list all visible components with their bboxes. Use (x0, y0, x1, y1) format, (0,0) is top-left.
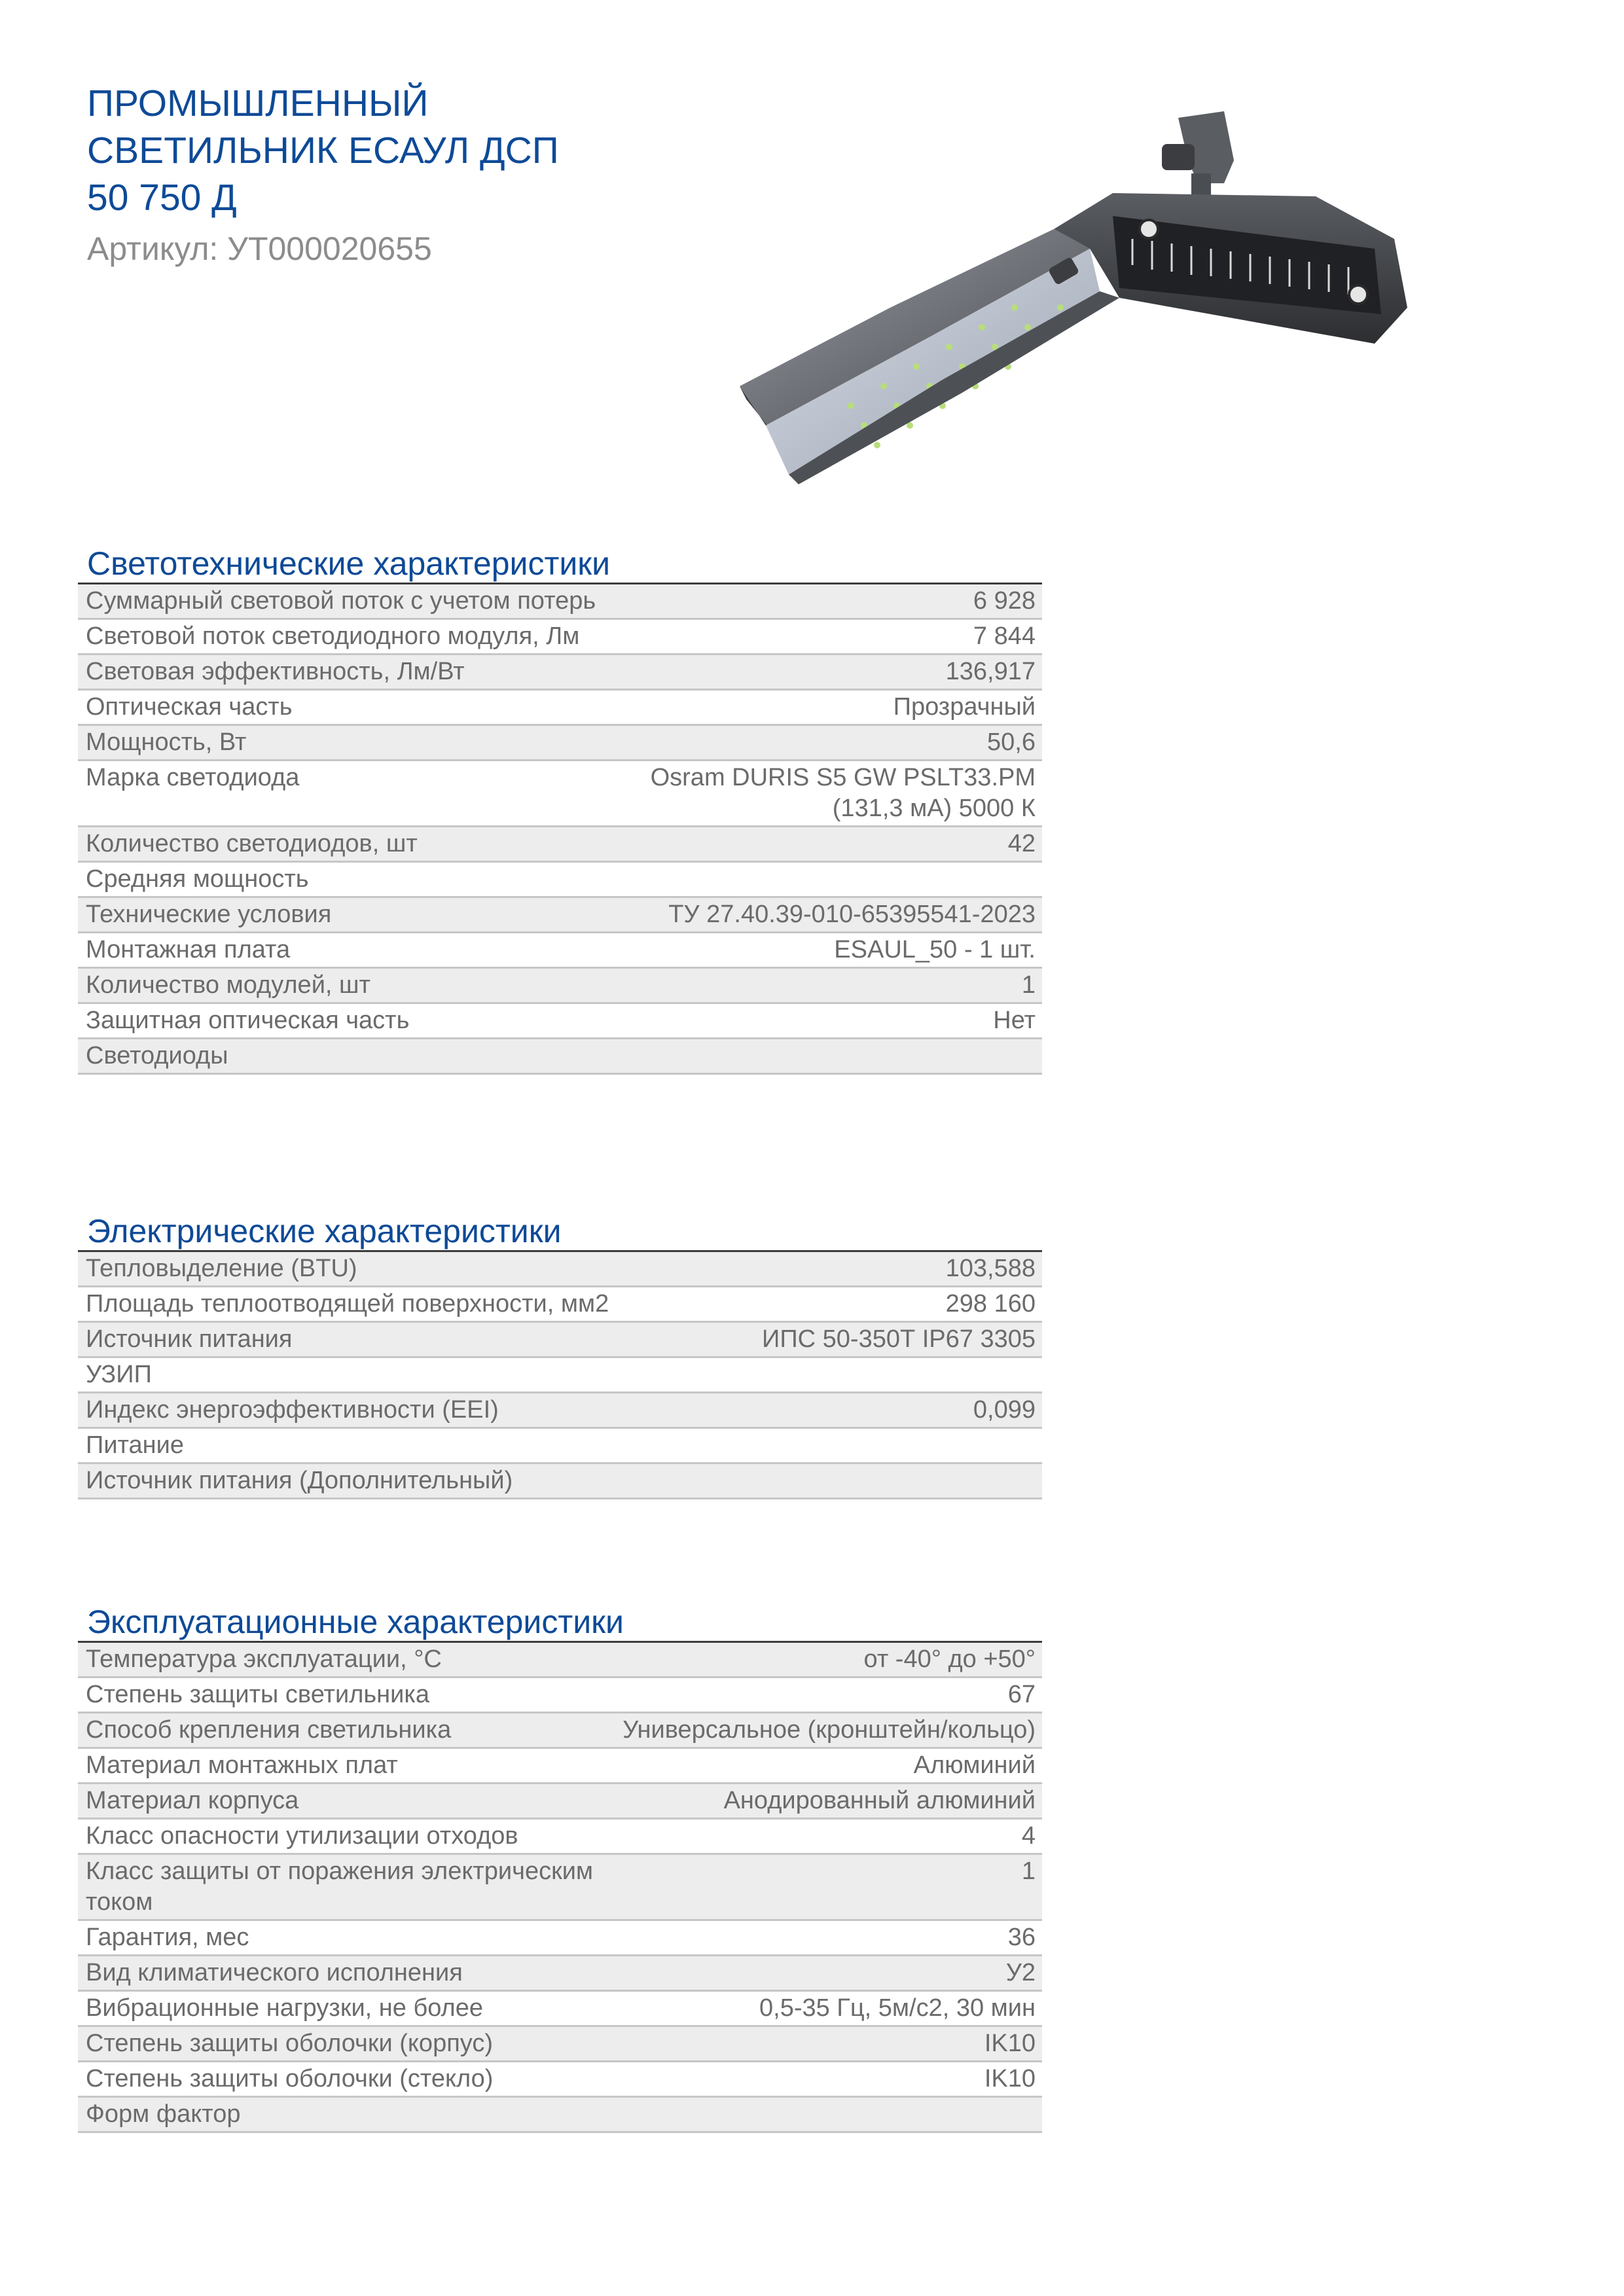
row-label: Количество светодиодов, шт (86, 830, 418, 857)
table-row (78, 969, 1042, 1004)
row-label: Степень защиты оболочки (корпус) (86, 2030, 494, 2057)
row-value: 67 (1007, 1681, 1036, 1708)
row-label: Степень защиты светильника (86, 1681, 429, 1708)
row-label: Гарантия, мес (86, 1924, 249, 1951)
row-value: 36 (1007, 1924, 1036, 1951)
row-label: Технические условия (86, 901, 332, 928)
row-value: 4 (1021, 1822, 1036, 1850)
row-label: Световая эффективность, Лм/Вт (86, 658, 465, 685)
table-row (78, 1992, 1042, 2027)
row-value: У2 (1005, 1959, 1036, 1986)
table-row (78, 620, 1042, 655)
table-row (78, 584, 1042, 620)
table-row (78, 1820, 1042, 1855)
row-label: Марка светодиода (86, 764, 300, 791)
row-label: УЗИП (86, 1361, 152, 1388)
table-row (78, 2098, 1042, 2133)
row-value: Анодированный алюминий (723, 1787, 1036, 1814)
row-value: ТУ 27.40.39-010-65395541-2023 (668, 901, 1036, 928)
table-row (78, 1643, 1042, 1678)
row-label: Светодиоды (86, 1042, 228, 1069)
table-row (78, 1749, 1042, 1784)
row-value: 1 (1021, 971, 1036, 999)
row-value: ИПС 50-350Т IP67 3305 (762, 1325, 1036, 1353)
table-row (78, 1784, 1042, 1820)
row-label: Количество модулей, шт (86, 971, 370, 999)
table-row (78, 1252, 1042, 1287)
table-row (78, 827, 1042, 863)
table-row (78, 1429, 1042, 1464)
row-label: Материал корпуса (86, 1787, 299, 1814)
row-label: Материал монтажных плат (86, 1751, 398, 1779)
row-label: Индекс энергоэффективности (EEI) (86, 1396, 499, 1424)
row-label: Монтажная плата (86, 936, 291, 963)
row-value: 42 (1007, 830, 1036, 857)
row-value: ESAUL_50 - 1 шт. (834, 936, 1036, 963)
row-value: Osram DURIS S5 GW PSLT33.PM (131,3 мА) 5000 К (650, 764, 1036, 822)
row-value: от -40° до +50° (863, 1645, 1036, 1673)
row-value: Нет (993, 1007, 1036, 1034)
industrial-led-luminaire-icon (727, 98, 1420, 504)
row-value: 0,099 (973, 1396, 1036, 1424)
table-row (78, 761, 1042, 827)
product-title (87, 80, 676, 221)
table-row (78, 2027, 1042, 2062)
row-value: 0,5-35 Гц, 5м/с2, 30 мин (759, 1994, 1036, 2022)
row-value: IK10 (984, 2065, 1036, 2092)
table-row (78, 1713, 1042, 1749)
row-label: Средняя мощность (86, 865, 309, 893)
row-label: Класс опасности утилизации отходов (86, 1822, 518, 1850)
table-row (78, 898, 1042, 933)
row-label: Питание (86, 1431, 184, 1459)
row-value: 50,6 (987, 728, 1036, 756)
table-row (78, 1323, 1042, 1358)
row-label: Тепловыделение (BTU) (86, 1255, 357, 1282)
title-line: СВЕТИЛЬНИК ЕСАУЛ ДСП (87, 130, 559, 171)
row-value: Универсальное (кронштейн/кольцо) (623, 1716, 1036, 1744)
table-row (78, 1855, 1042, 1921)
row-label: Источник питания (Дополнительный) (86, 1467, 513, 1494)
row-label: Защитная оптическая часть (86, 1007, 410, 1034)
section-operational (78, 1600, 1042, 2133)
section-title: Электрические характеристики (78, 1210, 1042, 1252)
row-label: Температура эксплуатации, °C (86, 1645, 442, 1673)
row-label: Вид климатического исполнения (86, 1959, 463, 1986)
row-label: Класс защиты от поражения электрическим током (86, 1857, 594, 1916)
row-label: Форм фактор (86, 2100, 241, 2128)
row-value: Алюминий (913, 1751, 1036, 1779)
section-title: Светотехнические характеристики (78, 542, 1042, 584)
table-row (78, 726, 1042, 761)
table-row (78, 1358, 1042, 1393)
table-row (78, 691, 1042, 726)
table-row (78, 863, 1042, 898)
row-value: 103,588 (945, 1255, 1036, 1282)
title-line: 50 750 Д (87, 177, 237, 219)
row-value: IK10 (984, 2030, 1036, 2057)
row-label: Световой поток светодиодного модуля, Лм (86, 622, 580, 650)
table-row (78, 1393, 1042, 1429)
table-row (78, 1464, 1042, 1499)
table-row (78, 655, 1042, 691)
section-lighting (78, 542, 1042, 1075)
title-line: ПРОМЫШЛЕННЫЙ (87, 82, 429, 124)
table-row (78, 1039, 1042, 1075)
table-row (78, 1678, 1042, 1713)
table-row (78, 1004, 1042, 1039)
table-row (78, 1921, 1042, 1956)
row-value: 136,917 (945, 658, 1036, 685)
row-value: Прозрачный (893, 693, 1036, 721)
table-row (78, 933, 1042, 969)
row-label: Суммарный световой поток с учетом потерь (86, 587, 596, 615)
table-row (78, 1956, 1042, 1992)
row-value: 298 160 (945, 1290, 1036, 1318)
row-label: Вибрационные нагрузки, не более (86, 1994, 483, 2022)
row-value: 1 (1021, 1857, 1036, 1885)
table-row (78, 1287, 1042, 1323)
table-row (78, 2062, 1042, 2098)
row-label: Площадь теплоотводящей поверхности, мм2 (86, 1290, 609, 1318)
section-title: Эксплуатационные характеристики (78, 1600, 1042, 1643)
row-value: 7 844 (973, 622, 1036, 650)
row-label: Источник питания (86, 1325, 293, 1353)
row-label: Оптическая часть (86, 693, 293, 721)
row-label: Мощность, Вт (86, 728, 247, 756)
article-number: Артикул: УТ000020655 (87, 230, 432, 267)
row-label: Способ крепления светильника (86, 1716, 452, 1744)
row-value: 6 928 (973, 587, 1036, 615)
row-label: Степень защиты оболочки (стекло) (86, 2065, 494, 2092)
section-electrical (78, 1210, 1042, 1499)
